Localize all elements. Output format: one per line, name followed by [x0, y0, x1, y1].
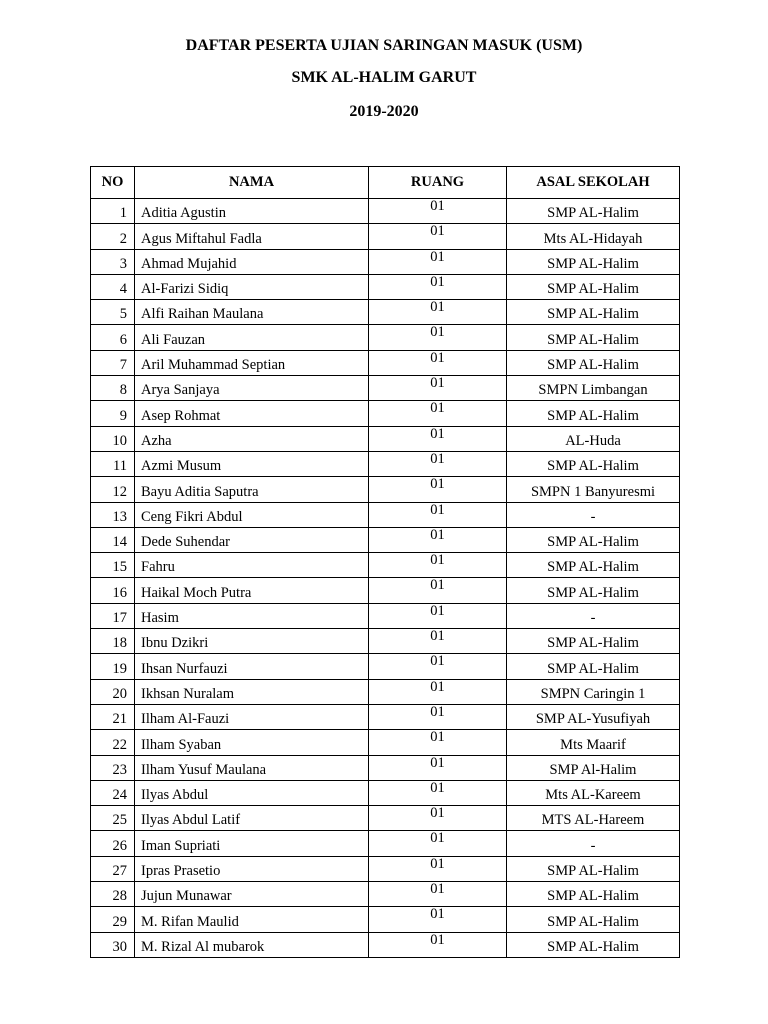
row-number: 6 [91, 325, 135, 350]
participant-name: Ilham Syaban [135, 730, 369, 755]
table-row [91, 578, 680, 603]
origin-school: SMP AL-Halim [507, 451, 680, 476]
origin-school: SMP AL-Halim [507, 325, 680, 350]
origin-school: SMP AL-Halim [507, 856, 680, 881]
origin-school: SMP AL-Halim [507, 932, 680, 957]
participant-name: Ilham Al-Fauzi [135, 704, 369, 729]
row-number: 11 [91, 451, 135, 476]
school-name: SMK AL-HALIM GARUT [291, 69, 477, 86]
row-number: 29 [91, 907, 135, 932]
room-number: 01 [369, 882, 507, 907]
column-header-ruang: RUANG [369, 167, 507, 199]
row-number: 17 [91, 603, 135, 628]
table-row [91, 325, 680, 350]
table-row [91, 654, 680, 679]
table-row [91, 249, 680, 274]
row-number: 4 [91, 274, 135, 299]
room-number: 01 [369, 730, 507, 755]
origin-school: SMP AL-Halim [507, 629, 680, 654]
table-row [91, 477, 680, 502]
participant-name: Azha [135, 426, 369, 451]
origin-school: MTS AL-Hareem [507, 806, 680, 831]
participant-name: Ilyas Abdul [135, 780, 369, 805]
participant-name: Azmi Musum [135, 451, 369, 476]
origin-school: SMP AL-Halim [507, 199, 680, 224]
participant-name: M. Rizal Al mubarok [135, 932, 369, 957]
origin-school: Mts Maarif [507, 730, 680, 755]
origin-school: SMP AL-Halim [507, 654, 680, 679]
table-row [91, 553, 680, 578]
row-number: 7 [91, 350, 135, 375]
table-row [91, 780, 680, 805]
participant-name: Alfi Raihan Maulana [135, 300, 369, 325]
origin-school: SMP AL-Halim [507, 249, 680, 274]
origin-school: SMP AL-Halim [507, 553, 680, 578]
room-number: 01 [369, 502, 507, 527]
room-number: 01 [369, 426, 507, 451]
participant-name: Ali Fauzan [135, 325, 369, 350]
table-header-row [91, 167, 680, 199]
participant-name: Ihsan Nurfauzi [135, 654, 369, 679]
participant-name: Ikhsan Nuralam [135, 679, 369, 704]
origin-school: SMP AL-Halim [507, 578, 680, 603]
origin-school: - [507, 831, 680, 856]
row-number: 26 [91, 831, 135, 856]
table-row [91, 882, 680, 907]
origin-school: Mts AL-Hidayah [507, 224, 680, 249]
row-number: 12 [91, 477, 135, 502]
origin-school: SMP AL-Halim [507, 882, 680, 907]
row-number: 9 [91, 401, 135, 426]
table-row [91, 350, 680, 375]
row-number: 15 [91, 553, 135, 578]
academic-year: 2019-2020 [349, 103, 419, 120]
row-number: 1 [91, 199, 135, 224]
room-number: 01 [369, 679, 507, 704]
room-number: 01 [369, 654, 507, 679]
room-number: 01 [369, 199, 507, 224]
participant-name: Ilyas Abdul Latif [135, 806, 369, 831]
room-number: 01 [369, 300, 507, 325]
row-number: 8 [91, 376, 135, 401]
room-number: 01 [369, 249, 507, 274]
table-row [91, 426, 680, 451]
participant-name: M. Rifan Maulid [135, 907, 369, 932]
row-number: 2 [91, 224, 135, 249]
room-number: 01 [369, 831, 507, 856]
table-row [91, 376, 680, 401]
row-number: 25 [91, 806, 135, 831]
origin-school: SMP AL-Halim [507, 907, 680, 932]
origin-school: SMP AL-Halim [507, 300, 680, 325]
participant-name: Ceng Fikri Abdul [135, 502, 369, 527]
participant-name: Ilham Yusuf Maulana [135, 755, 369, 780]
origin-school: Mts AL-Kareem [507, 780, 680, 805]
table-row [91, 730, 680, 755]
participant-name: Arya Sanjaya [135, 376, 369, 401]
table-row [91, 907, 680, 932]
participant-table [90, 166, 680, 958]
table-row [91, 704, 680, 729]
participant-name: Dede Suhendar [135, 527, 369, 552]
room-number: 01 [369, 350, 507, 375]
table-row [91, 603, 680, 628]
table-row [91, 502, 680, 527]
room-number: 01 [369, 780, 507, 805]
room-number: 01 [369, 932, 507, 957]
participant-name: Haikal Moch Putra [135, 578, 369, 603]
row-number: 23 [91, 755, 135, 780]
row-number: 20 [91, 679, 135, 704]
room-number: 01 [369, 603, 507, 628]
participant-name: Ahmad Mujahid [135, 249, 369, 274]
document-title: DAFTAR PESERTA UJIAN SARINGAN MASUK (USM) [185, 37, 583, 54]
origin-school: SMPN Caringin 1 [507, 679, 680, 704]
participant-name: Al-Farizi Sidiq [135, 274, 369, 299]
participant-name: Aditia Agustin [135, 199, 369, 224]
table-row [91, 932, 680, 957]
origin-school: SMP AL-Yusufiyah [507, 704, 680, 729]
participant-name: Asep Rohmat [135, 401, 369, 426]
origin-school: SMP AL-Halim [507, 274, 680, 299]
room-number: 01 [369, 578, 507, 603]
table-row [91, 856, 680, 881]
room-number: 01 [369, 477, 507, 502]
table-row [91, 831, 680, 856]
row-number: 28 [91, 882, 135, 907]
room-number: 01 [369, 755, 507, 780]
participant-name: Bayu Aditia Saputra [135, 477, 369, 502]
table-row [91, 629, 680, 654]
origin-school: - [507, 502, 680, 527]
room-number: 01 [369, 704, 507, 729]
table-row [91, 300, 680, 325]
room-number: 01 [369, 451, 507, 476]
origin-school: SMPN Limbangan [507, 376, 680, 401]
participant-name: Fahru [135, 553, 369, 578]
origin-school: SMP AL-Halim [507, 350, 680, 375]
room-number: 01 [369, 274, 507, 299]
origin-school: SMPN 1 Banyuresmi [507, 477, 680, 502]
row-number: 3 [91, 249, 135, 274]
table-row [91, 401, 680, 426]
origin-school: - [507, 603, 680, 628]
row-number: 10 [91, 426, 135, 451]
row-number: 22 [91, 730, 135, 755]
row-number: 27 [91, 856, 135, 881]
table-row [91, 679, 680, 704]
origin-school: SMP AL-Halim [507, 401, 680, 426]
row-number: 5 [91, 300, 135, 325]
column-header-no: NO [91, 167, 135, 199]
column-header-nama: NAMA [135, 167, 369, 199]
table-row [91, 755, 680, 780]
participant-name: Hasim [135, 603, 369, 628]
table-row [91, 274, 680, 299]
origin-school: SMP Al-Halim [507, 755, 680, 780]
room-number: 01 [369, 325, 507, 350]
room-number: 01 [369, 856, 507, 881]
participant-name: Agus Miftahul Fadla [135, 224, 369, 249]
row-number: 18 [91, 629, 135, 654]
room-number: 01 [369, 907, 507, 932]
room-number: 01 [369, 629, 507, 654]
participant-name: Ibnu Dzikri [135, 629, 369, 654]
row-number: 16 [91, 578, 135, 603]
participant-name: Iman Supriati [135, 831, 369, 856]
room-number: 01 [369, 376, 507, 401]
room-number: 01 [369, 806, 507, 831]
participant-name: Jujun Munawar [135, 882, 369, 907]
room-number: 01 [369, 527, 507, 552]
participant-name: Ipras Prasetio [135, 856, 369, 881]
origin-school: SMP AL-Halim [507, 527, 680, 552]
table-row [91, 451, 680, 476]
row-number: 14 [91, 527, 135, 552]
row-number: 24 [91, 780, 135, 805]
row-number: 21 [91, 704, 135, 729]
row-number: 30 [91, 932, 135, 957]
row-number: 13 [91, 502, 135, 527]
table-row [91, 806, 680, 831]
participant-name: Aril Muhammad Septian [135, 350, 369, 375]
table-row [91, 527, 680, 552]
row-number: 19 [91, 654, 135, 679]
origin-school: AL-Huda [507, 426, 680, 451]
room-number: 01 [369, 401, 507, 426]
column-header-asal-sekolah: ASAL SEKOLAH [507, 167, 680, 199]
table-row [91, 199, 680, 224]
room-number: 01 [369, 553, 507, 578]
room-number: 01 [369, 224, 507, 249]
table-row [91, 224, 680, 249]
